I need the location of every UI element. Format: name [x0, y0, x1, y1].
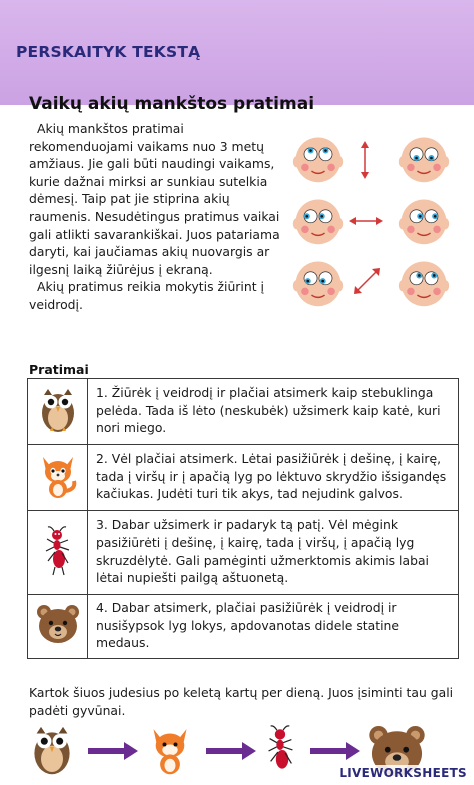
exercise-step-4: 4. Dabar atsimerk, plačiai pasižiūrėk į veidrodį ir nusišypsok lyg lokys, apdovanotas didele statine medaus.: [88, 595, 459, 659]
animal-cell: [28, 379, 88, 445]
exercises-label: Pratimai: [29, 362, 89, 377]
animal-cell: [28, 445, 88, 511]
eye-exercise-illustration: [284, 122, 464, 322]
face-looking-left-icon: [290, 192, 346, 248]
face-looking-up-icon: [290, 130, 346, 186]
exercise-step-2: 2. Vėl plačiai atsimerk. Lėtai pasižiūrėk į dešinę, į kairę, tada į viršų ir į apačią lyg po lėktuvo skrydžio išsigandęs kačiukas. Judėti turi tik akys, tad nejudink galvos.: [88, 445, 459, 511]
article-body: [29, 120, 281, 314]
exercises-table: [27, 378, 459, 659]
ant-icon: [43, 525, 73, 577]
table-row: [28, 379, 459, 445]
fox-icon: [148, 724, 192, 776]
face-looking-up-right-icon: [396, 254, 452, 310]
diagonal-arrow-icon: [352, 266, 382, 296]
arrow-right-icon: [206, 742, 256, 760]
fox-icon: [38, 453, 78, 499]
animal-cell: [28, 511, 88, 595]
article-paragraph: Akių pratimus reikia mokytis žiūrint į veidrodį.: [29, 279, 264, 312]
page-heading: PERSKAITYK TEKSTĄ: [16, 43, 201, 61]
exercise-step-3: 3. Dabar užsimerk ir padaryk tą patį. Vėl mėgink pasižiūrėti į dešinę, į kairę, tada į viršų, į apačią lyg skruzdėlytė. Gali pamėginti užmerktomis akimis labai lėtai nupiešti pailgą aštuonetą.: [88, 511, 459, 595]
arrow-right-icon: [310, 742, 360, 760]
owl-icon: [38, 387, 78, 433]
footer-instruction: Kartok šiuos judesius po keletą kartų per dieną. Juos įsiminti tau gali padėti gyvūnai.: [29, 685, 454, 718]
arrow-right-icon: [88, 742, 138, 760]
table-row: [28, 511, 459, 595]
bear-icon: [36, 604, 80, 644]
ant-icon: [264, 724, 298, 778]
article-title: Vaikų akių mankštos pratimai: [29, 94, 315, 114]
table-row: [28, 595, 459, 659]
face-looking-down-icon: [396, 130, 452, 186]
left-right-arrow-icon: [348, 216, 384, 226]
exercise-step-1: 1. Žiūrėk į veidrodį ir plačiai atsimerk kaip stebuklinga pelėda. Tada iš lėto (neskubėk) užsimerk kaip katė, kuri nori miego.: [88, 379, 459, 445]
owl-icon: [30, 724, 74, 776]
face-looking-down-left-icon: [290, 254, 346, 310]
face-looking-right-icon: [396, 192, 452, 248]
animal-cell: [28, 595, 88, 659]
liveworksheets-watermark: LIVEWORKSHEETS: [336, 765, 470, 781]
article-paragraph: Akių mankštos pratimai rekomenduojami vaikams nuo 3 metų amžiaus. Jie gali būti naudingi vaikams, kurie dažnai mirksi ar sunkiau sutelkia dėmesį. Taip pat jie stiprina akių raumenis. Nesudėtingus pratimus vaikai gali atlikti savarankiškai. Juos patariama daryti, kai jaučiamas akių nuovargis ar ilgesnį laiką žiūrėjus į ekraną.: [29, 121, 280, 277]
up-down-arrow-icon: [360, 140, 370, 180]
table-row: [28, 445, 459, 511]
